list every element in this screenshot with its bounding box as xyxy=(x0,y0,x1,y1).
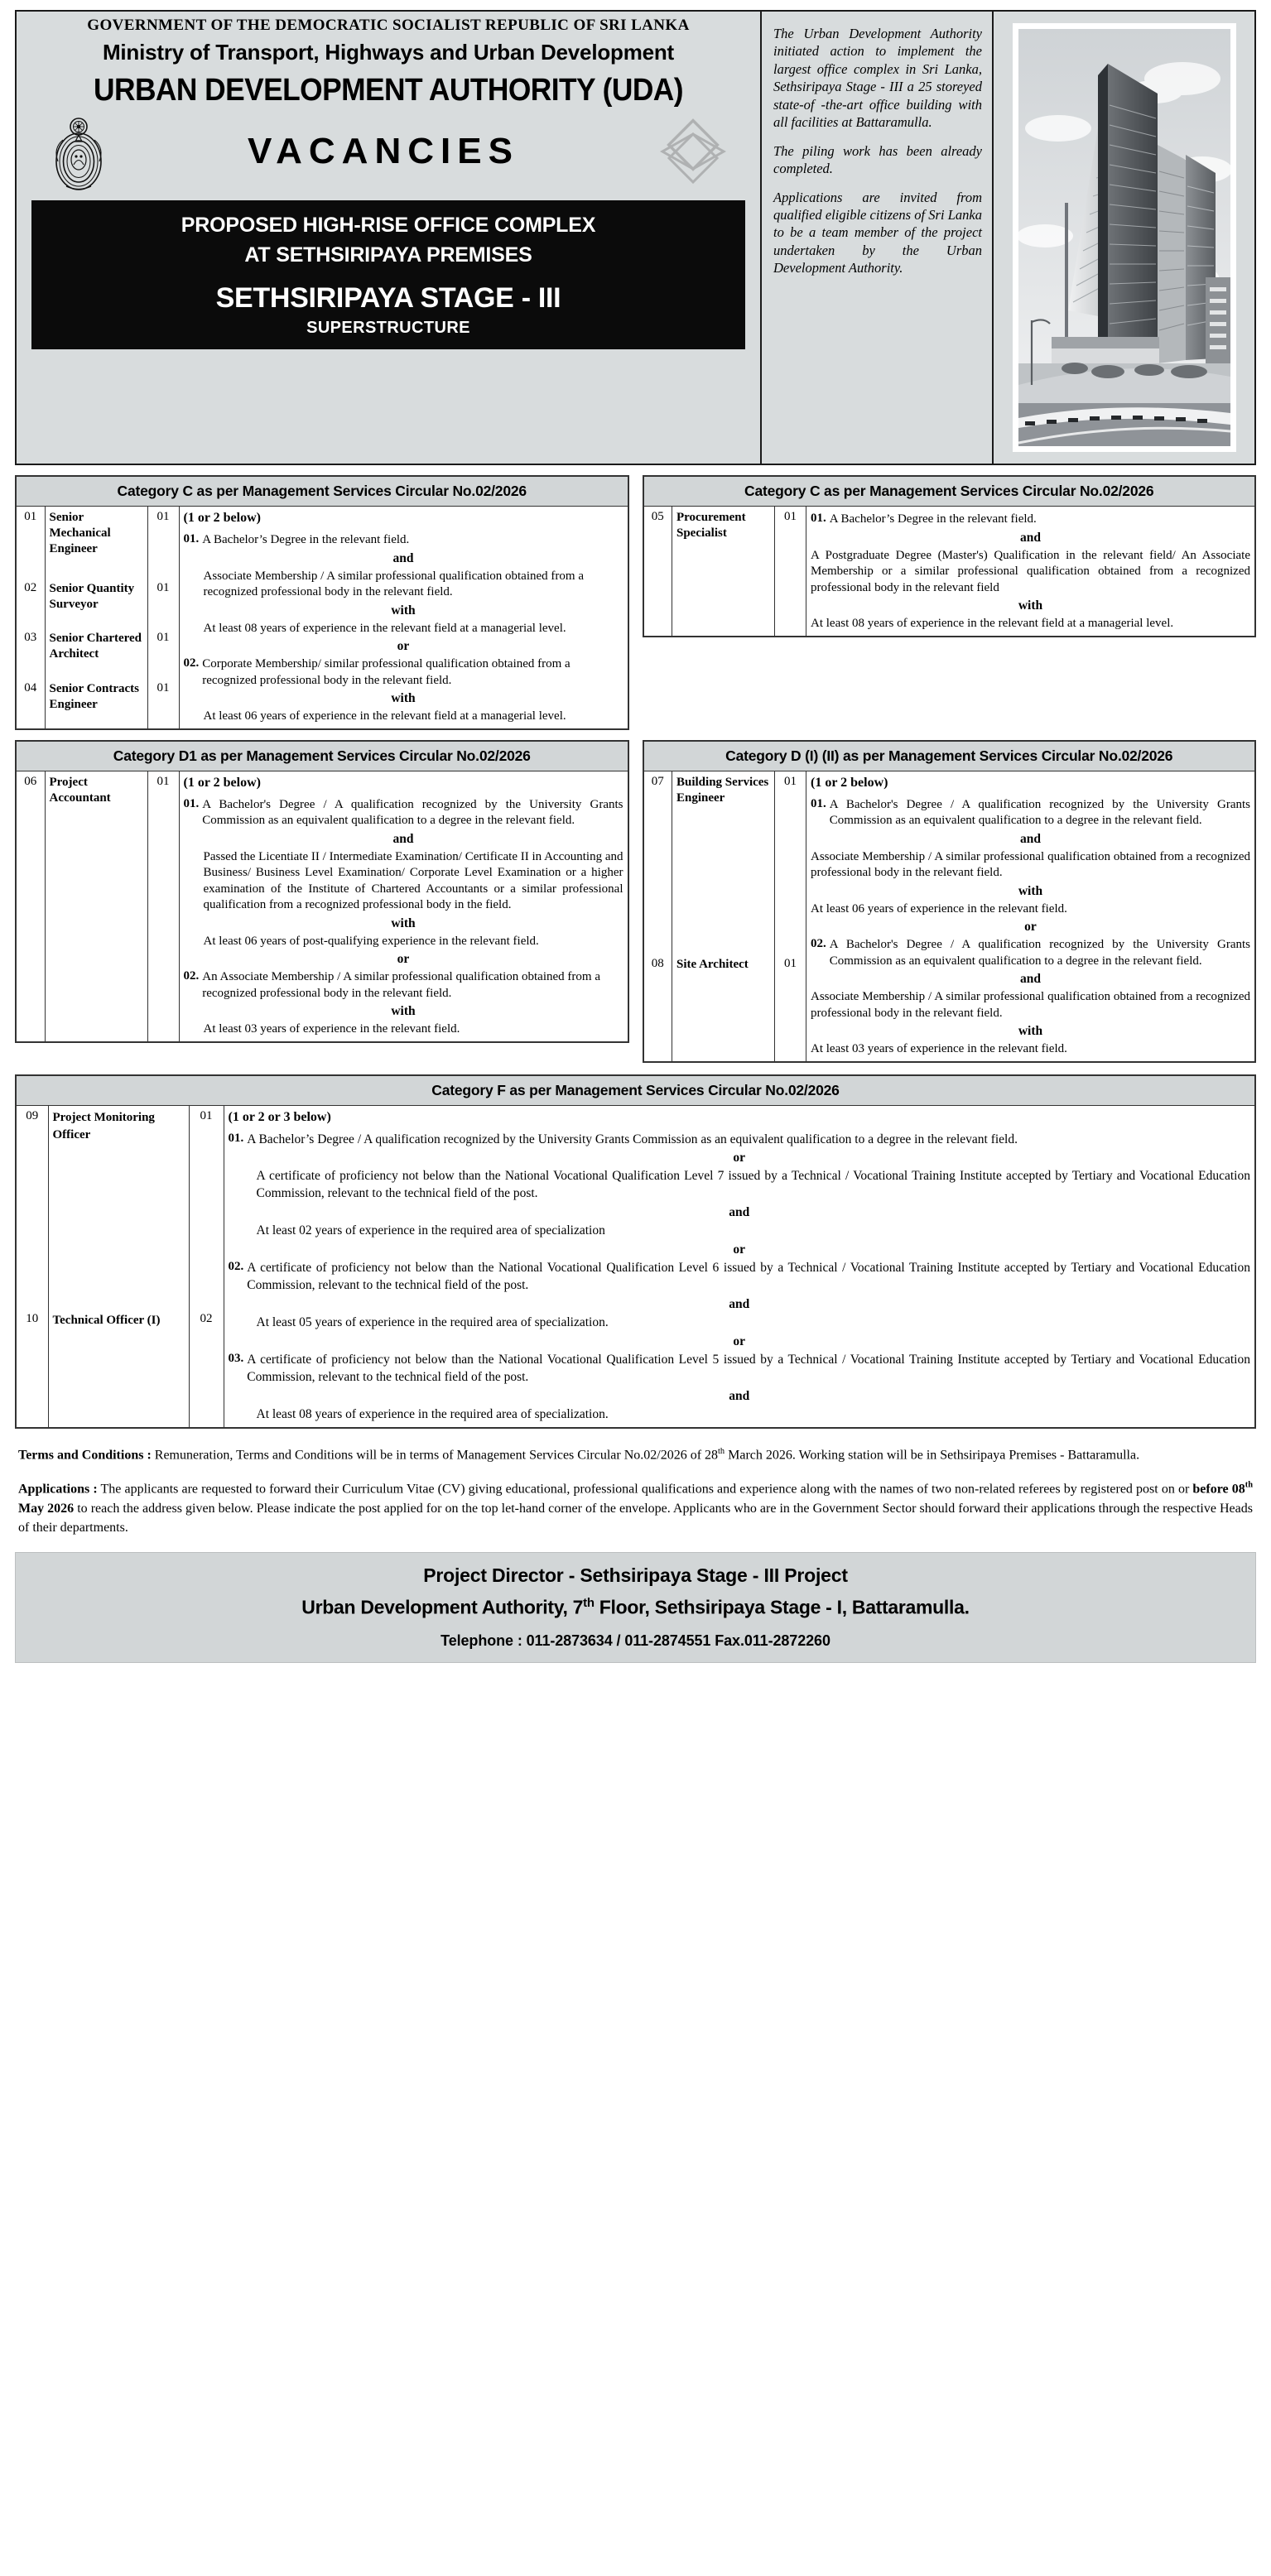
option-subtext: Associate Membership / A similar professional qualification obtained from a recognized professional body in the relevant field. xyxy=(203,569,584,598)
qualification-cell xyxy=(806,771,1255,1061)
category-row-1 xyxy=(15,475,1256,730)
post-number: 08 xyxy=(644,954,672,1060)
experience-requirement: At least 03 years of experience in the relevant field. xyxy=(203,1022,460,1036)
table-row xyxy=(17,771,628,1041)
option-subtext: A certificate of proficiency not below than the National Vocational Qualification Level 7 issued by a Technical / Vocational Training Institute accepted by Tertiary and Vocational Education Commission, relevant to the technical field of the post. xyxy=(256,1169,1250,1201)
category-c-right-title: Category C as per Management Services Circular No.02/2026 xyxy=(644,477,1255,507)
experience-requirement: At least 06 years of post-qualifying experience in the relevant field. xyxy=(203,934,539,948)
conjunction-and: and xyxy=(1020,831,1041,846)
conjunction-and: and xyxy=(729,1388,750,1403)
conjunction-and: and xyxy=(729,1297,750,1312)
uda-knot-logo-icon xyxy=(657,116,729,187)
option-text: Corporate Membership/ similar professional qualification obtained from a recognized professional body in the relevant field. xyxy=(202,657,571,687)
ministry-name: Ministry of Transport, Highways and Urban Development xyxy=(102,40,675,65)
option-text: An Associate Membership / A similar professional qualification obtained from a recognized professional body in the relevant field. xyxy=(202,970,600,1000)
qualification-heading: (1 or 2 below) xyxy=(811,775,888,790)
option-text: A Bachelor’s Degree in the relevant field. xyxy=(829,512,1037,526)
category-d-i-ii-title: Category D (I) (II) as per Management Services Circular No.02/2026 xyxy=(644,742,1255,771)
option-text: A Bachelor's Degree / A qualification recognized by the University Grants Commission as an equivalent qualification to a degree in the relevant field. xyxy=(202,797,623,827)
category-row-2 xyxy=(15,740,1256,1063)
conjunction-or: or xyxy=(733,1151,746,1165)
option-text: A certificate of proficiency not below than the National Vocational Qualification Level 6 issued by a Technical / Vocational Training Institute accepted by Tertiary and Vocational Education Commission, relevant to the technical field of the post. xyxy=(247,1261,1250,1293)
conjunction-or: or xyxy=(733,1334,746,1348)
category-c-left-column xyxy=(15,475,629,730)
authority-name: URBAN DEVELOPMENT AUTHORITY (UDA) xyxy=(94,73,683,108)
option-text: A Bachelor’s Degree in the relevant field. xyxy=(202,533,410,546)
intro-paragraph-1: The Urban Development Authority initiated action to implement the largest office complex in Sri Lanka, Sethsiripaya Stage - III a 25 storeyed state-of -the-art office building with all facilities at Battaramulla. xyxy=(773,26,982,131)
conjunction-with: with xyxy=(1018,883,1043,898)
terms-ordinal-suffix: th xyxy=(718,1446,725,1456)
experience-requirement: At least 05 years of experience in the required area of specialization. xyxy=(256,1315,609,1330)
table-row xyxy=(644,507,1255,636)
option-text: A Bachelor's Degree / A qualification recognized by the University Grants Commission as an equivalent qualification to a degree in the relevant field. xyxy=(829,938,1250,968)
applications-text-a: The applicants are requested to forward their Curriculum Vitae (CV) giving educational, professional qualifications and experience along with the names of two non-related referees by registered post on or xyxy=(100,1482,1193,1497)
conjunction-with: with xyxy=(1018,598,1043,613)
experience-requirement: At least 08 years of experience in the relevant field at a managerial level. xyxy=(811,617,1174,630)
post-title: Building Services Engineer xyxy=(672,771,775,954)
post-number: 10 xyxy=(17,1309,48,1427)
post-title: Site Architect xyxy=(672,954,775,1060)
option-text: A certificate of proficiency not below than the National Vocational Qualification Level 5 issued by a Technical / Vocational Training Institute accepted by Tertiary and Vocational Education Commission, relevant to the technical field of the post. xyxy=(247,1352,1250,1384)
telephone-line: Telephone : 011-2873634 / 011-2874551 Fax.011-2872260 xyxy=(441,1632,830,1649)
banner-line-2: AT SETHSIRIPAYA PREMISES xyxy=(244,243,532,267)
post-count: 01 xyxy=(147,507,179,578)
conjunction-or: or xyxy=(733,1242,746,1257)
option-subtext: Passed the Licentiate II / Intermediate Examination/ Certificate II in Accounting and Business/ Business Level Examination/ Corporate Level Examination or a higher examination of the Institute of Chartered Accountants or a similar professional qualification from a recognized professional body in the field. xyxy=(203,849,623,911)
experience-requirement: At least 06 years of experience in the relevant field at a managerial level. xyxy=(203,709,566,723)
post-number: 02 xyxy=(17,578,45,628)
conjunction-or: or xyxy=(397,639,410,653)
address-line-1: Project Director - Sethsiripaya Stage - III Project xyxy=(423,1564,848,1587)
option-subtext: A Postgraduate Degree (Master's) Qualification in the relevant field/ An Associate Membership or a similar professional qualification obtained from a recognized professional body in the relevant field xyxy=(811,548,1250,594)
post-count: 01 xyxy=(775,507,806,636)
qualification-cell xyxy=(179,507,628,728)
banner-line-3: SETHSIRIPAYA STAGE - III xyxy=(215,282,561,315)
conjunction-and: and xyxy=(729,1205,750,1220)
category-d1-column xyxy=(15,740,629,1063)
table-row xyxy=(644,771,1255,954)
experience-requirement: At least 06 years of experience in the relevant field. xyxy=(811,901,1067,916)
contact-address-box xyxy=(15,1552,1256,1663)
post-number: 05 xyxy=(644,507,672,636)
conjunction-and: and xyxy=(1020,530,1041,545)
sethsiripaya-building-photo xyxy=(1013,23,1236,452)
intro-paragraph-2: The piling work has been already completed. xyxy=(773,142,982,177)
category-d1-table xyxy=(15,740,629,1043)
option-number: 02. xyxy=(183,969,200,983)
post-number: 07 xyxy=(644,771,672,954)
post-number: 04 xyxy=(17,678,45,728)
post-count: 01 xyxy=(147,771,179,1041)
post-count: 01 xyxy=(147,678,179,728)
conjunction-and: and xyxy=(392,550,414,565)
category-d-i-ii-column xyxy=(643,740,1257,1063)
deadline-date-a: before 08 xyxy=(1192,1482,1245,1497)
post-count: 01 xyxy=(147,578,179,628)
conjunction-or: or xyxy=(397,952,410,966)
applications-label: Applications : xyxy=(18,1482,98,1497)
address-line-2-b: Floor, Sethsiripaya Stage - I, Battaramulla. xyxy=(594,1596,970,1618)
experience-requirement: At least 03 years of experience in the relevant field. xyxy=(811,1042,1067,1055)
vacancies-row xyxy=(25,108,752,196)
category-f-title: Category F as per Management Services Circular No.02/2026 xyxy=(17,1076,1254,1106)
post-title: Project Accountant xyxy=(45,771,147,1041)
banner-line-4: SUPERSTRUCTURE xyxy=(306,319,470,338)
post-title: Senior Quantity Surveyor xyxy=(45,578,147,628)
option-subtext: Associate Membership / A similar professional qualification obtained from a recognized professional body in the relevant field. xyxy=(811,990,1250,1020)
notice-header xyxy=(15,10,1256,465)
experience-requirement: At least 08 years of experience in the relevant field at a managerial level. xyxy=(203,621,566,635)
post-count: 02 xyxy=(189,1309,224,1427)
option-number: 01. xyxy=(228,1131,244,1145)
table-row xyxy=(17,507,628,578)
conjunction-with: with xyxy=(391,603,416,618)
category-d1-title: Category D1 as per Management Services Circular No.02/2026 xyxy=(17,742,628,771)
terms-label: Terms and Conditions : xyxy=(18,1448,152,1463)
post-title: Project Monitoring Officer xyxy=(48,1106,189,1310)
conjunction-or: or xyxy=(1024,920,1037,934)
intro-text-panel xyxy=(762,12,994,464)
category-c-right-table xyxy=(643,475,1257,637)
post-title: Technical Officer (I) xyxy=(48,1309,189,1427)
experience-requirement: At least 08 years of experience in the required area of specialization. xyxy=(256,1406,609,1421)
qualification-cell xyxy=(806,507,1255,636)
qualification-cell xyxy=(224,1106,1254,1427)
intro-paragraph-3: Applications are invited from qualified eligible citizens of Sri Lanka to be a team member of the project undertaken by the Urban Development Authority. xyxy=(773,189,982,276)
option-number: 02. xyxy=(183,656,200,670)
sri-lanka-national-emblem-icon xyxy=(48,110,109,193)
option-number: 01. xyxy=(183,796,200,810)
post-number: 03 xyxy=(17,627,45,678)
table-row xyxy=(17,1106,1254,1310)
post-title: Senior Mechanical Engineer xyxy=(45,507,147,578)
floor-ordinal-suffix: th xyxy=(583,1596,595,1611)
experience-requirement: At least 02 years of experience in the required area of specialization xyxy=(256,1223,605,1238)
applications-text-b: to reach the address given below. Please indicate the post applied for on the top let-hand corner of the envelope. Applicants who are in the Government Sector should forward their applications through the respective Heads of their departments. xyxy=(18,1501,1253,1536)
applications-paragraph xyxy=(18,1479,1253,1538)
terms-text-b: March 2026. Working station will be in Sethsiripaya Premises - Battaramulla. xyxy=(725,1448,1140,1463)
terms-and-applications xyxy=(15,1445,1256,1538)
project-banner xyxy=(31,200,745,349)
qualification-cell xyxy=(179,771,628,1041)
government-line: GOVERNMENT OF THE DEMOCRATIC SOCIALIST REPUBLIC OF SRI LANKA xyxy=(87,17,690,34)
option-subtext: Associate Membership / A similar professional qualification obtained from a recognized professional body in the relevant field. xyxy=(811,849,1250,879)
conjunction-with: with xyxy=(391,691,416,705)
terms-text-a: Remuneration, Terms and Conditions will be in terms of Management Services Circular No.02/2026 of 28 xyxy=(154,1448,719,1463)
banner-line-1: PROPOSED HIGH-RISE OFFICE COMPLEX xyxy=(181,214,596,238)
category-c-left-title: Category C as per Management Services Circular No.02/2026 xyxy=(17,477,628,507)
option-number: 02. xyxy=(811,937,826,950)
qualification-heading: (1 or 2 below) xyxy=(183,775,261,790)
deadline-date-b: May 2026 xyxy=(18,1501,75,1516)
address-line-2 xyxy=(22,1596,1249,1619)
post-count: 01 xyxy=(147,627,179,678)
conjunction-and: and xyxy=(392,831,414,846)
post-count: 01 xyxy=(775,771,806,954)
post-title: Procurement Specialist xyxy=(672,507,775,636)
post-number: 09 xyxy=(17,1106,48,1310)
post-number: 06 xyxy=(17,771,45,1041)
option-number: 01. xyxy=(811,796,826,810)
category-c-left-table xyxy=(15,475,629,730)
category-c-right-column xyxy=(643,475,1257,730)
qualification-heading: (1 or 2 below) xyxy=(183,511,261,525)
option-number: 01. xyxy=(811,512,826,525)
post-title: Senior Chartered Architect xyxy=(45,627,147,678)
category-d-i-ii-table xyxy=(643,740,1257,1063)
header-left-panel xyxy=(17,12,762,464)
option-text: A Bachelor’s Degree / A qualification recognized by the University Grants Commission as an equivalent qualification to a degree in the relevant field. xyxy=(247,1132,1018,1146)
post-count: 01 xyxy=(189,1106,224,1310)
building-photo-panel xyxy=(994,12,1254,464)
post-title: Senior Contracts Engineer xyxy=(45,678,147,728)
option-text: A Bachelor's Degree / A qualification recognized by the University Grants Commission as an equivalent qualification to a degree in the relevant field. xyxy=(829,797,1250,827)
category-f-table xyxy=(15,1074,1256,1429)
post-count: 01 xyxy=(775,954,806,1060)
option-number: 03. xyxy=(228,1351,244,1365)
terms-paragraph xyxy=(18,1445,1253,1465)
qualification-heading: (1 or 2 or 3 below) xyxy=(228,1109,331,1124)
option-number: 02. xyxy=(228,1260,244,1274)
conjunction-with: with xyxy=(1018,1024,1043,1038)
conjunction-with: with xyxy=(391,1004,416,1018)
deadline-ordinal-suffix: th xyxy=(1245,1480,1253,1490)
address-line-2-a: Urban Development Authority, 7 xyxy=(301,1596,584,1618)
vacancies-title: VACANCIES xyxy=(248,131,519,172)
option-number: 01. xyxy=(183,532,200,545)
post-number: 01 xyxy=(17,507,45,578)
conjunction-with: with xyxy=(391,916,416,930)
conjunction-and: and xyxy=(1020,972,1041,986)
